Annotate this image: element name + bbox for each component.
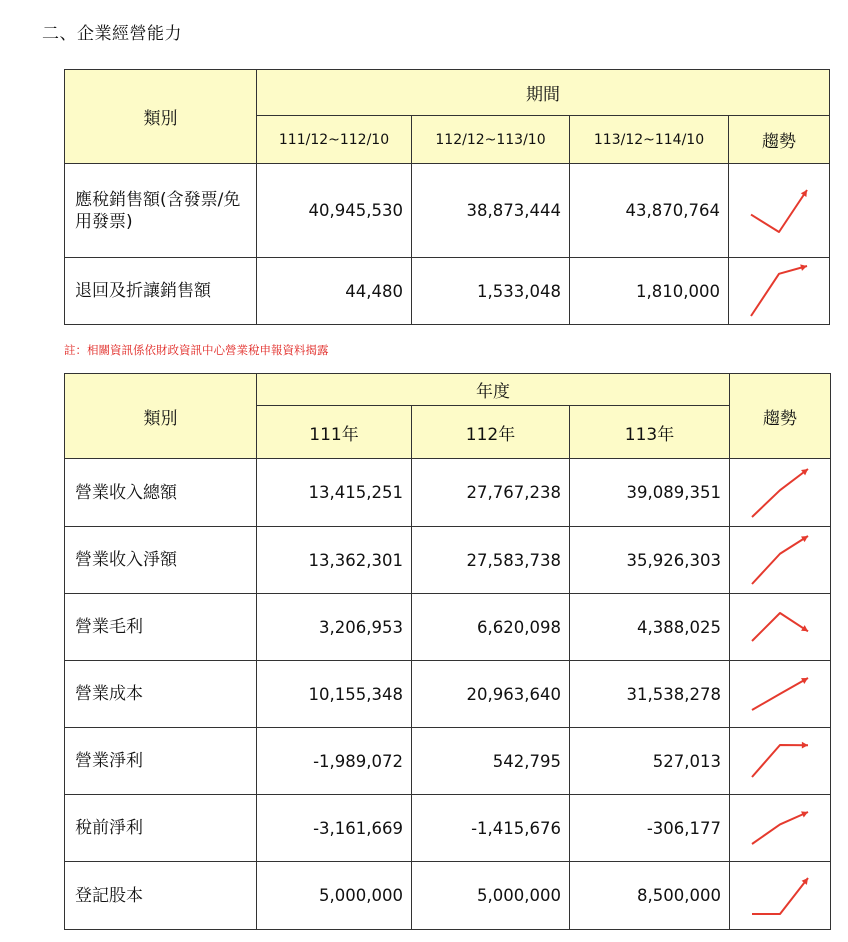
trend-sparkline	[748, 609, 812, 645]
year-header: 111年	[257, 406, 412, 459]
trend-sparkline	[747, 262, 811, 320]
trend-cell	[730, 862, 831, 930]
period-header: 113/12~114/10	[570, 116, 729, 164]
value-cell: -3,161,669	[257, 795, 412, 862]
row-label: 營業淨利	[65, 728, 257, 795]
value-cell: 31,538,278	[570, 661, 730, 728]
trend-line	[752, 536, 808, 584]
value-cell: 27,767,238	[412, 459, 570, 527]
trend-line	[752, 812, 808, 844]
trend-cell	[730, 527, 831, 594]
trend-sparkline	[748, 674, 812, 714]
value-cell: -306,177	[570, 795, 730, 862]
value-cell: 39,089,351	[570, 459, 730, 527]
section-title: 二、企業經營能力	[42, 24, 182, 44]
value-cell: 6,620,098	[412, 594, 570, 661]
trend-sparkline	[748, 465, 812, 521]
trend-line	[752, 469, 808, 517]
trend-line	[752, 878, 808, 914]
value-cell: 20,963,640	[412, 661, 570, 728]
trend-sparkline	[748, 874, 812, 918]
trend-line	[751, 190, 807, 232]
value-cell: 35,926,303	[570, 527, 730, 594]
value-cell: 44,480	[257, 258, 412, 325]
trend-line	[752, 678, 808, 710]
value-cell: 43,870,764	[570, 164, 729, 258]
value-cell: -1,415,676	[412, 795, 570, 862]
table-row	[65, 258, 830, 325]
trend-cell	[729, 258, 830, 325]
value-cell: 5,000,000	[257, 862, 412, 930]
trend-cell	[729, 164, 830, 258]
trend-line	[751, 266, 807, 316]
table-row	[65, 728, 831, 795]
row-label: 營業收入淨額	[65, 527, 257, 594]
value-cell: 1,533,048	[412, 258, 570, 325]
trend-line	[752, 745, 808, 777]
value-cell: 4,388,025	[570, 594, 730, 661]
row-label: 營業毛利	[65, 594, 257, 661]
trend-cell	[730, 459, 831, 527]
data-source-note: 註：相關資訊係依財政資訊中心營業稅申報資料揭露	[64, 343, 329, 357]
trend-sparkline	[748, 532, 812, 588]
trend-cell	[730, 728, 831, 795]
category-header: 類別	[65, 70, 257, 164]
trend-line	[752, 613, 808, 641]
year-header: 113年	[570, 406, 730, 459]
trend-sparkline	[748, 808, 812, 848]
year-header: 112年	[412, 406, 570, 459]
trend-header: 趨勢	[729, 116, 830, 164]
row-label: 退回及折讓銷售額	[65, 258, 257, 325]
year-group-header: 年度	[257, 374, 730, 406]
trend-sparkline	[748, 741, 812, 781]
period-header: 111/12~112/10	[257, 116, 412, 164]
value-cell: 1,810,000	[570, 258, 729, 325]
table-row	[65, 661, 831, 728]
table-row	[65, 594, 831, 661]
trend-arrowhead	[802, 742, 808, 749]
trend-cell	[730, 661, 831, 728]
annual-financial-table	[64, 373, 831, 930]
period-header: 112/12~113/10	[412, 116, 570, 164]
category-header: 類別	[65, 374, 257, 459]
value-cell: 13,415,251	[257, 459, 412, 527]
value-cell: -1,989,072	[257, 728, 412, 795]
row-label: 稅前淨利	[65, 795, 257, 862]
row-label: 營業收入總額	[65, 459, 257, 527]
table-row	[65, 527, 831, 594]
table-row	[65, 795, 831, 862]
row-label: 登記股本	[65, 862, 257, 930]
row-label: 應稅銷售額(含發票/免用發票)	[65, 164, 257, 258]
trend-header: 趨勢	[730, 374, 831, 459]
period-group-header: 期間	[257, 70, 830, 116]
period-sales-table	[64, 69, 830, 325]
value-cell: 38,873,444	[412, 164, 570, 258]
value-cell: 3,206,953	[257, 594, 412, 661]
table-row	[65, 164, 830, 258]
trend-cell	[730, 795, 831, 862]
trend-cell	[730, 594, 831, 661]
trend-sparkline	[747, 186, 811, 236]
row-label: 營業成本	[65, 661, 257, 728]
value-cell: 27,583,738	[412, 527, 570, 594]
table-row	[65, 459, 831, 527]
value-cell: 527,013	[570, 728, 730, 795]
table-row	[65, 862, 831, 930]
value-cell: 542,795	[412, 728, 570, 795]
value-cell: 8,500,000	[570, 862, 730, 930]
value-cell: 13,362,301	[257, 527, 412, 594]
value-cell: 10,155,348	[257, 661, 412, 728]
value-cell: 5,000,000	[412, 862, 570, 930]
value-cell: 40,945,530	[257, 164, 412, 258]
